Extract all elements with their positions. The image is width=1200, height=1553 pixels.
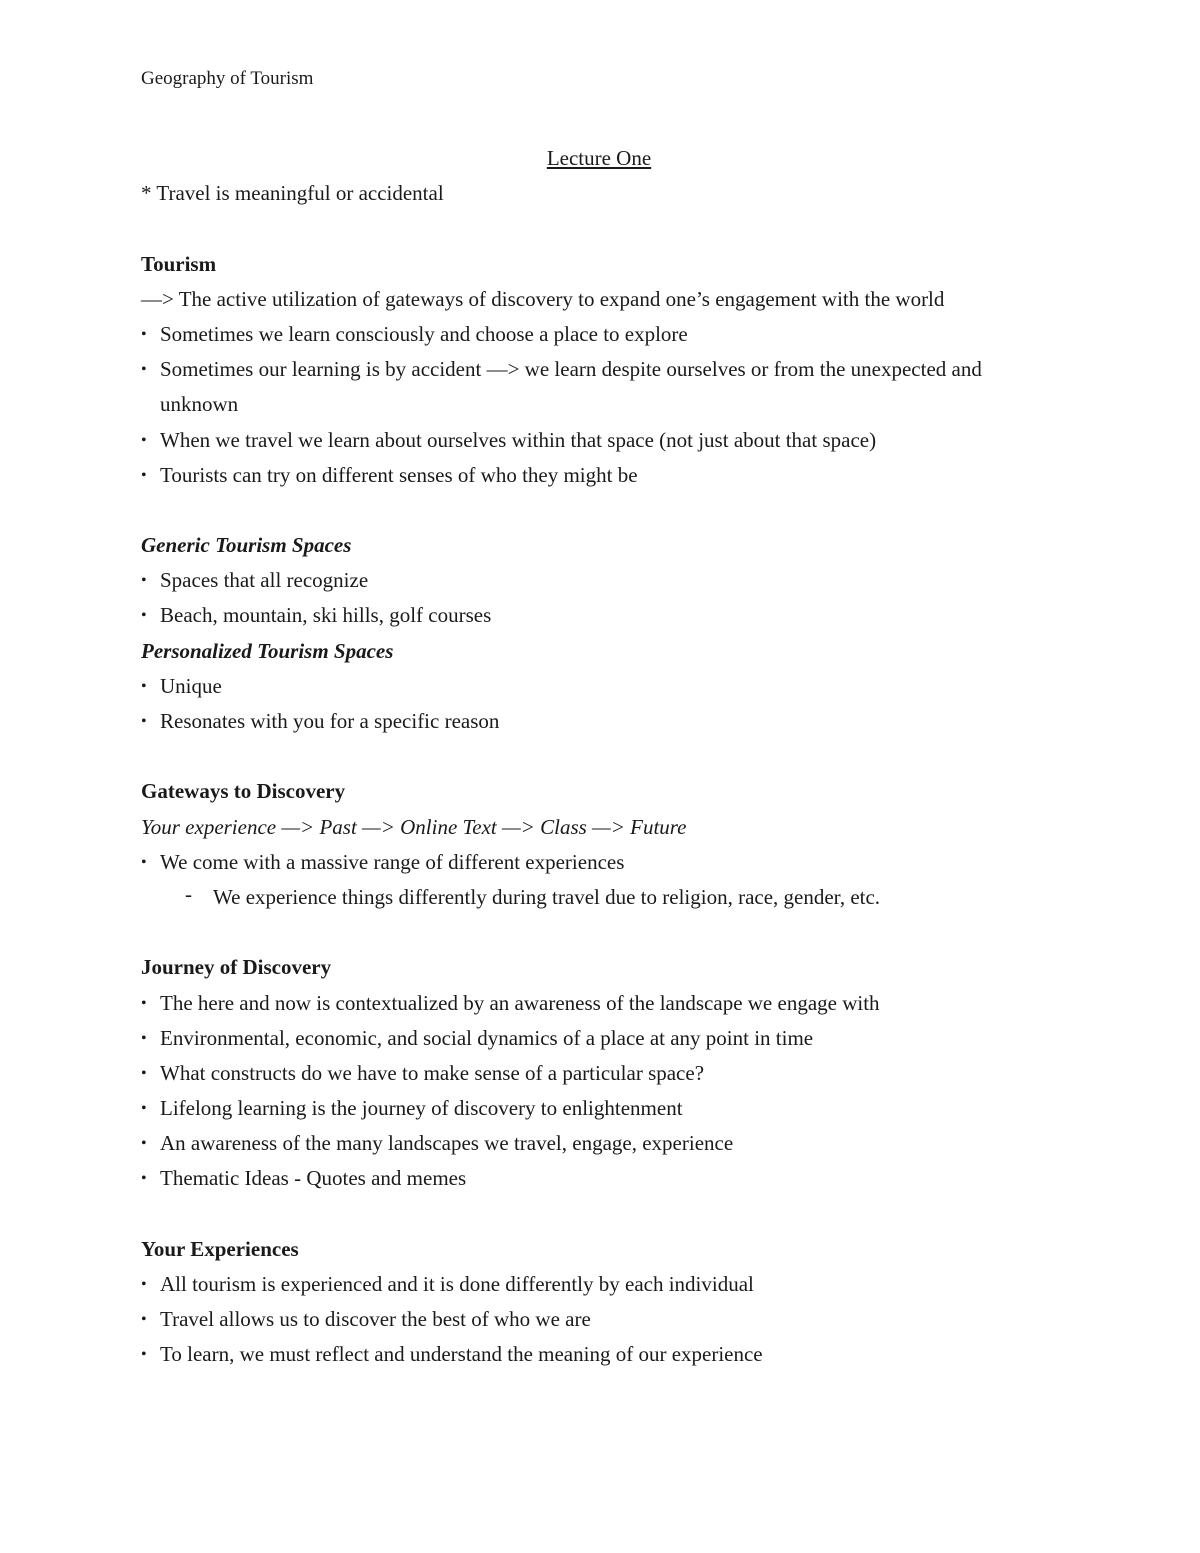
bullet-icon: •	[141, 607, 147, 625]
list-item: • Beach, mountain, ski hills, golf courses	[141, 598, 1051, 633]
list-item: • An awareness of the many landscapes we travel, engage, experience	[141, 1126, 1051, 1161]
list-item: • We come with a massive range of different experiences	[141, 845, 1051, 880]
dash-icon: -	[185, 881, 192, 906]
list-item: • Travel allows us to discover the best of who we are	[141, 1302, 1051, 1337]
list-item: • Sometimes we learn consciously and choose a place to explore	[141, 317, 1051, 352]
bullet-icon: •	[141, 431, 147, 449]
list-item: • All tourism is experienced and it is done differently by each individual	[141, 1267, 1051, 1302]
bullet-icon: •	[141, 994, 147, 1012]
section-heading-experiences: Your Experiences	[141, 1236, 299, 1261]
bullet-icon: •	[141, 466, 147, 484]
list-item: • Spaces that all recognize	[141, 563, 1051, 598]
bullet-icon: •	[141, 361, 147, 379]
bullet-icon: •	[141, 572, 147, 590]
bullet-icon: •	[141, 1135, 147, 1153]
list-item: • The here and now is contextualized by an awareness of the landscape we engage with	[141, 986, 1051, 1021]
gateways-flow: Your experience —> Past —> Online Text —> Class —> Future	[141, 814, 687, 839]
bullet-icon: •	[141, 1170, 147, 1188]
page-header: Geography of Tourism	[141, 68, 314, 89]
sub-list-item: - We experience things differently during travel due to religion, race, gender, etc.	[141, 880, 1051, 915]
bullet-icon: •	[141, 853, 147, 871]
section-heading-generic-spaces: Generic Tourism Spaces	[141, 533, 352, 558]
list-item: • When we travel we learn about ourselves within that space (not just about that space)	[141, 423, 1051, 458]
bullet-icon: •	[141, 1100, 147, 1118]
list-item: • Sometimes our learning is by accident —> we learn despite ourselves or from the unexpected and unknown	[141, 352, 1060, 422]
section-heading-personalized-spaces: Personalized Tourism Spaces	[141, 638, 394, 663]
tourism-definition: —> The active utilization of gateways of discovery to expand one’s engagement with the world	[141, 286, 945, 311]
section-heading-tourism: Tourism	[141, 251, 217, 276]
list-item: • Lifelong learning is the journey of discovery to enlightenment	[141, 1091, 1051, 1126]
section-heading-journey: Journey of Discovery	[141, 955, 332, 980]
bullet-icon: •	[141, 1311, 147, 1329]
list-item: • Resonates with you for a specific reason	[141, 704, 1051, 739]
document-body	[141, 141, 1051, 1373]
bullet-icon: •	[141, 1029, 147, 1047]
bullet-icon: •	[141, 1064, 147, 1082]
bullet-icon: •	[141, 1276, 147, 1294]
page-title: Lecture One	[546, 146, 652, 170]
section-heading-gateways: Gateways to Discovery	[141, 779, 346, 804]
bullet-icon: •	[141, 1346, 147, 1364]
bullet-icon: •	[141, 677, 147, 695]
list-item: • Thematic Ideas - Quotes and memes	[141, 1161, 1051, 1196]
list-item: • What constructs do we have to make sense of a particular space?	[141, 1056, 1051, 1091]
list-item: • Tourists can try on different senses of who they might be	[141, 458, 1051, 493]
bullet-icon: •	[141, 325, 147, 343]
intro-note: * Travel is meaningful or accidental	[141, 181, 444, 206]
list-item: • To learn, we must reflect and understand the meaning of our experience	[141, 1337, 1051, 1372]
list-item: • Unique	[141, 669, 1051, 704]
bullet-icon: •	[141, 713, 147, 731]
list-item: • Environmental, economic, and social dynamics of a place at any point in time	[141, 1021, 1051, 1056]
